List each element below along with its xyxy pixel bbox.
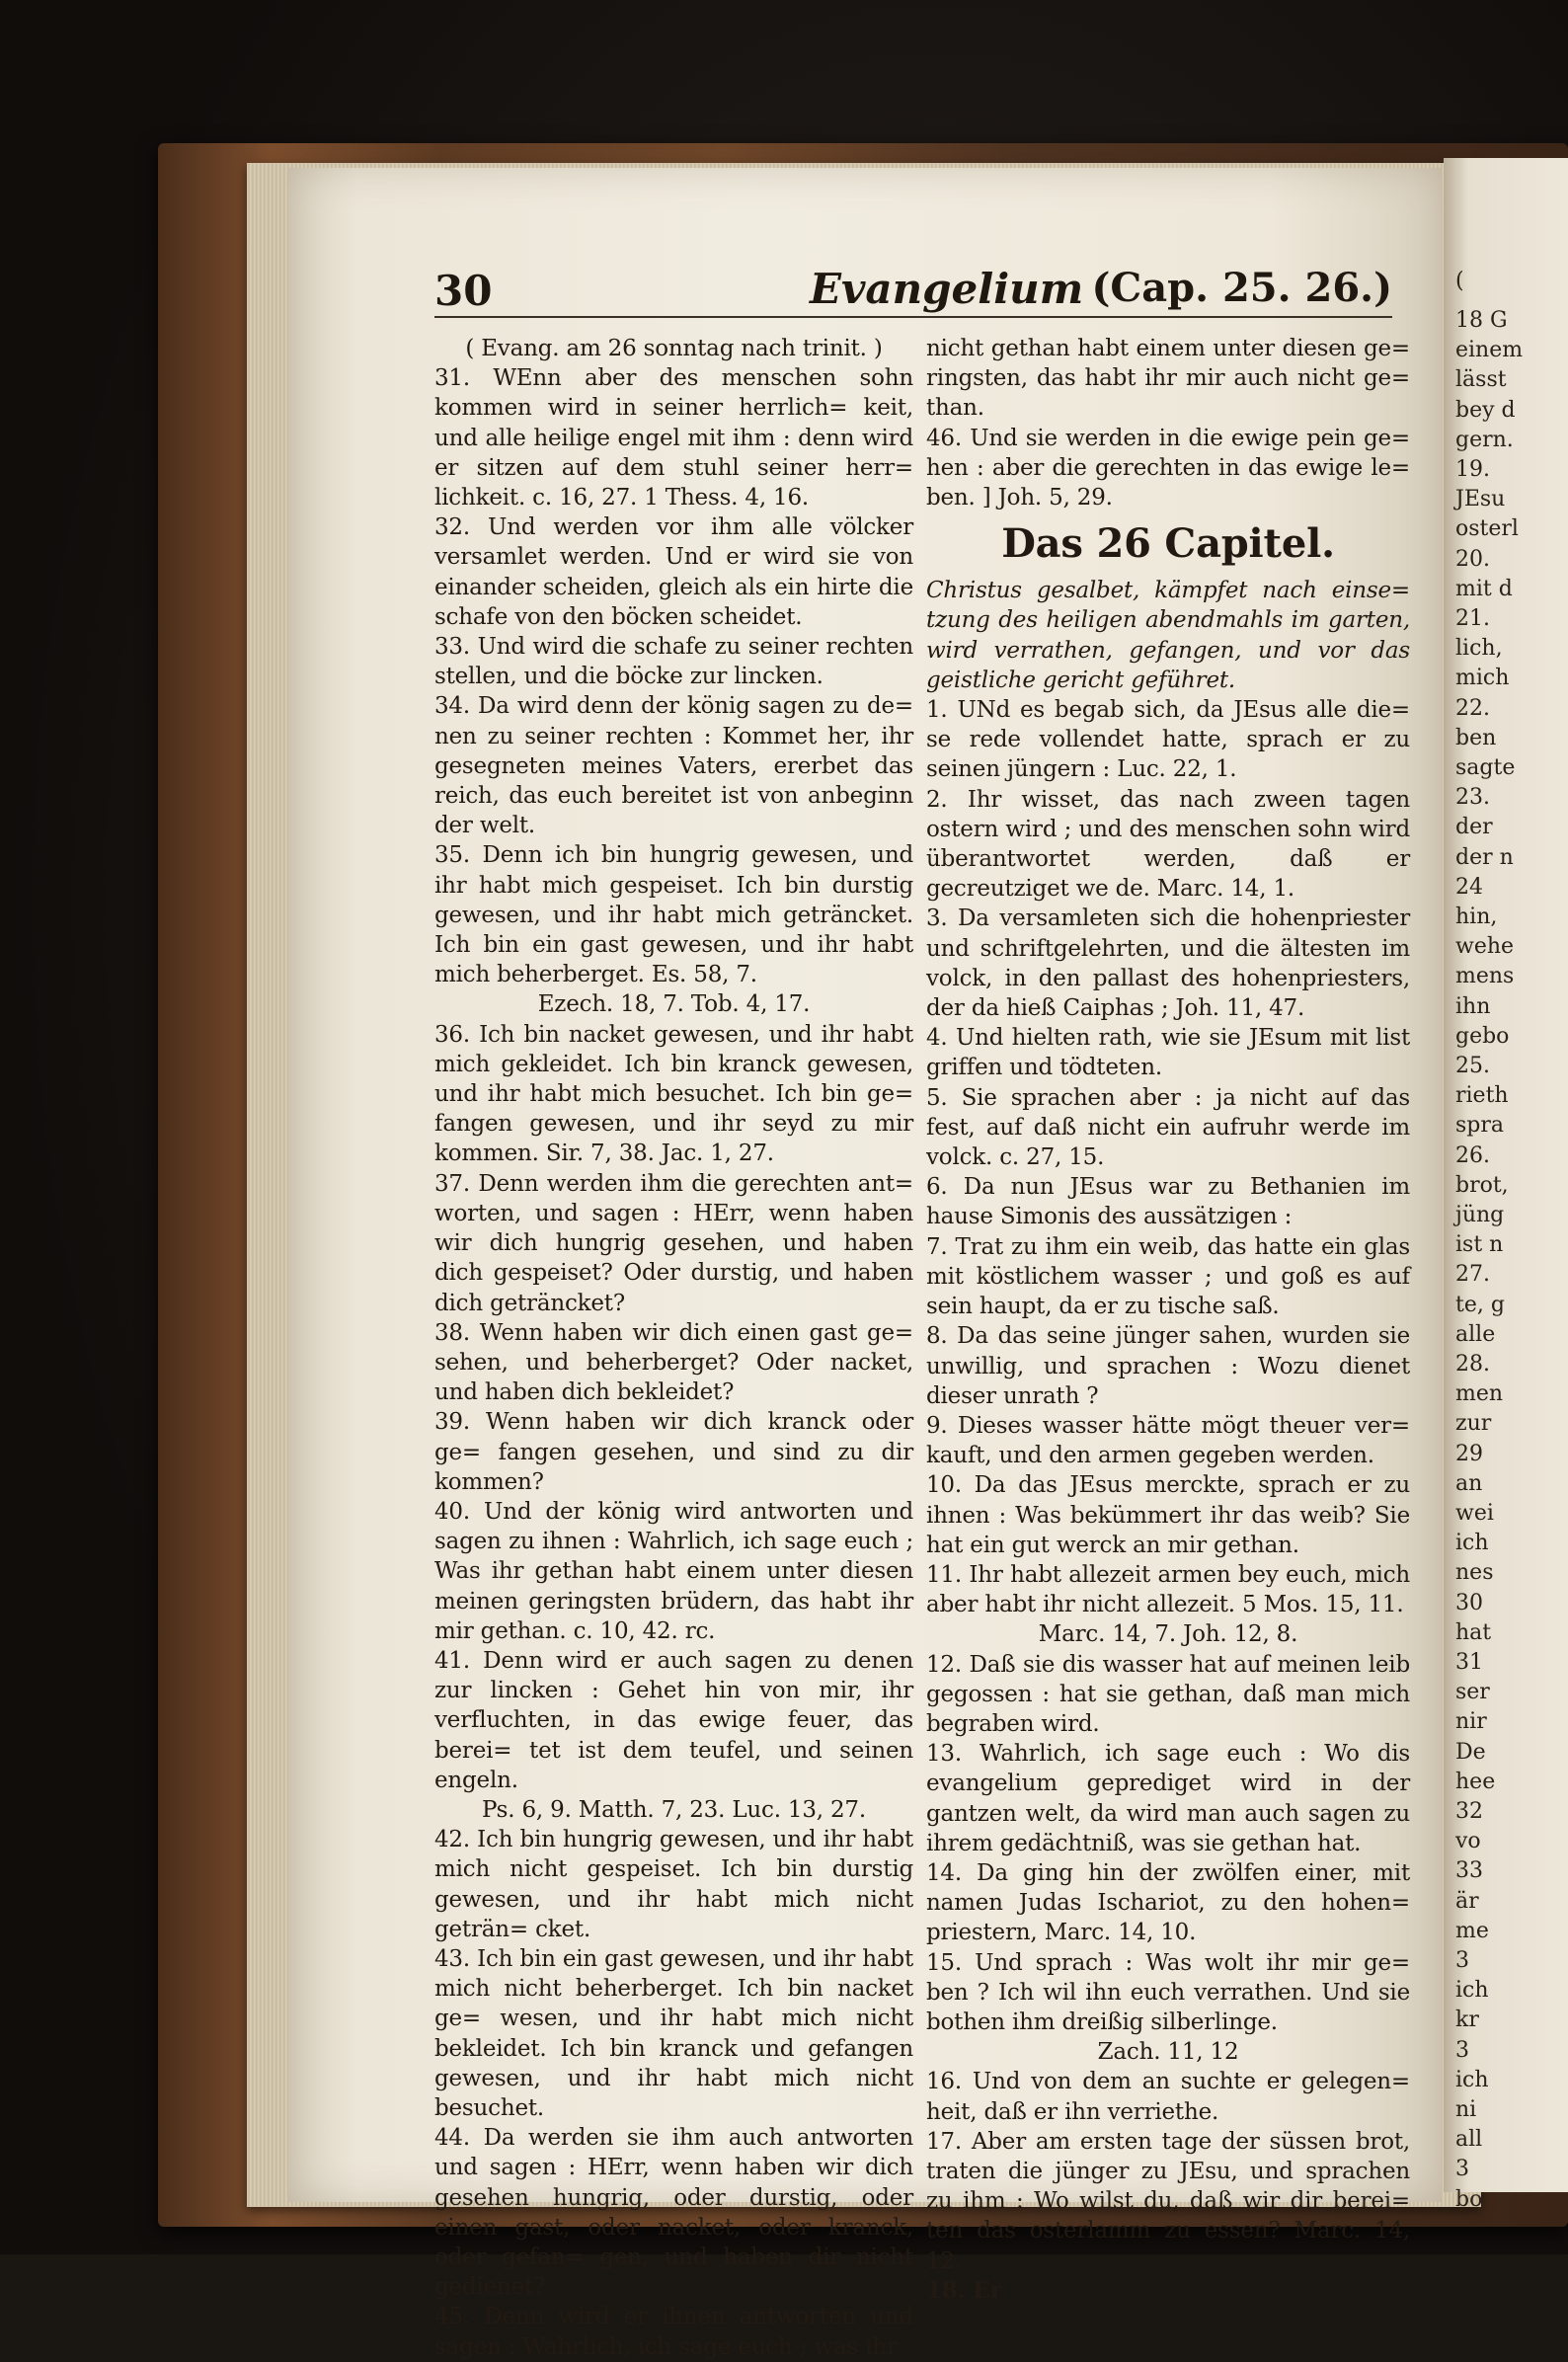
verse: 17. Aber am ersten tage der süssen brot, traten die jünger zu JEsu, und sprachen zu ihm : Wo wilst du, daß wir dir berei= ten das osterlamm zu essen? Marc. 14, 12.: [926, 2128, 1410, 2274]
facing-page-fragment: ich: [1455, 1531, 1489, 1556]
verse: nicht gethan habt einem unter diesen ge= ringsten, das habt ihr mir auch nicht ge= than.: [926, 336, 1410, 422]
verse: 3. Da versamleten sich die hohenpriester und schriftgelehrten, und die ältesten im volck, in den pallast des hohenpriesters, der da hieß Caiphas ; Joh. 11, 47.: [926, 905, 1410, 1022]
verse: 43. Ich bin ein gast gewesen, und ihr habt mich nicht beherberget. Ich bin nacket ge= wesen, und ihr habt mich nicht bekleidet. Ich bin kranck und gefangen gewesen, und ihr habt mich nicht besuchet.: [434, 1945, 913, 2121]
verse: 6. Da nun JEsus war zu Bethanien im hause Simonis des aussätzigen :: [926, 1174, 1410, 1230]
facing-page-fragment: 20.: [1455, 546, 1490, 572]
verse: 39. Wenn haben wir dich kranck oder ge= fangen gesehen, und sind zu dir kommen?: [434, 1409, 913, 1495]
facing-page-fragment: mit d: [1455, 576, 1513, 601]
facing-page-fragment: ist n: [1455, 1232, 1504, 1258]
facing-page-fragment: me: [1455, 1918, 1489, 1943]
page-header: [434, 265, 1392, 318]
facing-page-fragment: 23.: [1455, 785, 1490, 811]
chapter-heading: Das 26 Capitel.: [1001, 520, 1335, 568]
facing-page-fragment: 3: [1455, 1948, 1469, 1973]
facing-page-fragment: bey d: [1455, 397, 1516, 423]
facing-page-fragment: kr: [1455, 2008, 1479, 2033]
verse: 33. Und wird die schafe zu seiner rechten stellen, und die böcke zur lincken.: [434, 634, 913, 690]
facing-page-fragment: 22.: [1455, 695, 1490, 721]
facing-page-fragment: ihn: [1455, 993, 1491, 1019]
facing-page-fragment: 30: [1455, 1590, 1483, 1615]
facing-page-fragment: mens: [1455, 964, 1515, 989]
facing-page-fragment: lich,: [1455, 636, 1503, 662]
facing-page: [1444, 158, 1568, 2212]
facing-page-fragment: bo: [1455, 2186, 1483, 2212]
facing-page-fragment: ich: [1455, 2067, 1489, 2092]
verse: 46. Und sie werden in die ewige pein ge= hen : aber die gerechten in das ewige le= ben. ] Joh. 5, 29.: [926, 425, 1410, 512]
facing-page-fragment: 19.: [1455, 457, 1490, 482]
facing-page-fragment: 3: [1455, 2037, 1469, 2063]
facing-page-fragment: (: [1455, 269, 1464, 293]
verse: 10. Da das JEsus merckte, sprach er zu ihnen : Was bekümmert ihr das weib? Sie hat ein gut werck an mir gethan.: [926, 1472, 1410, 1558]
facing-page-fragment: är: [1455, 1888, 1479, 1914]
verse: 13. Wahrlich, ich sage euch : Wo dis evangelium geprediget wird in der gantzen welt, da wird man auch sagen zu ihrem gedächtniß, was sie gethan hat.: [926, 1741, 1410, 1856]
facing-page-fragment: der n: [1455, 844, 1514, 870]
verse: 34. Da wird denn der könig sagen zu de= nen zu seiner rechten : Kommet her, ihr gesegneten meines Vaters, ererbet das reich, das euch bereitet ist von anbeginn der welt.: [434, 693, 913, 839]
facing-page-fragment: jüng: [1455, 1203, 1505, 1227]
verse: 31. WEnn aber des menschen sohn kommen wird in seiner herrlich= keit, und alle heilige engel mit ihm : denn wird er sitzen auf dem stuhl seiner herr= lichkeit. c. 16, 27. 1 Thess. 4, 16.: [434, 365, 913, 512]
catchword: 18. Er: [926, 2276, 1002, 2304]
verse: 44. Da werden sie ihm auch antworten und sagen : HErr, wenn haben wir dich gesehen hungrig, oder durstig, oder einen gast, oder nacket, oder kranck, oder gefan= gen, und haben dir nicht gedienet?: [434, 2125, 913, 2301]
facing-page-fragment: zur: [1455, 1411, 1492, 1437]
facing-page-fragment: 18 G: [1455, 308, 1508, 333]
left-text-column: [434, 334, 913, 2362]
facing-page-fragment: brot,: [1455, 1172, 1509, 1198]
page-number: 30: [434, 267, 493, 315]
facing-page-fragment: nes: [1455, 1560, 1494, 1586]
verse: 40. Und der könig wird antworten und sagen zu ihnen : Wahrlich, ich sage euch ; Was ihr gethan habt einem unter diesen meinen geringsten brüdern, das habt ihr mir gethan. c. 10, 42. rc.: [434, 1498, 913, 1644]
verse: 2. Ihr wisset, das nach zween tagen ostern wird ; und des menschen sohn wird überantwortet werden, daß er gecreutziget we de. Marc. 14, 1.: [926, 786, 1410, 903]
facing-page-fragment: 27.: [1455, 1262, 1490, 1288]
facing-page-fragment: 3: [1455, 2157, 1469, 2182]
facing-page-fragment: hat: [1455, 1619, 1492, 1645]
verse: 7. Trat zu ihm ein weib, das hatte ein glas mit köstlichem wasser ; und goß es auf sein haupt, da er zu tische saß.: [926, 1233, 1410, 1320]
verse: 14. Da ging hin der zwölfen einer, mit namen Judas Ischariot, zu den hohen= priestern, Marc. 14, 10.: [926, 1859, 1410, 1946]
verse: 41. Denn wird er auch sagen zu denen zur lincken : Gehet hin von mir, ihr verfluchten, in das ewige feuer, das berei= tet ist dem teufel, und seinen engeln.: [434, 1647, 913, 1793]
facing-page-fragment: ben: [1455, 725, 1497, 750]
facing-page-fragment: an: [1455, 1470, 1483, 1496]
verse: 16. Und von dem an suchte er gelegen= heit, daß er ihn verriethe.: [926, 2069, 1410, 2125]
scripture-reference: Ps. 6, 9. Matth. 7, 23. Luc. 13, 27.: [482, 1796, 866, 1823]
scripture-reference: Marc. 14, 7. Joh. 12, 8.: [1038, 1621, 1298, 1648]
scripture-reference: Ezech. 18, 7. Tob. 4, 17.: [537, 991, 811, 1018]
facing-page-fragment: 32: [1455, 1799, 1483, 1824]
facing-page-fragment: men: [1455, 1381, 1504, 1407]
verse: 8. Da das seine jünger sahen, wurden sie unwillig, und sprachen : Wozu dienet dieser unrath ?: [926, 1323, 1410, 1409]
facing-page-fragment: osterl: [1455, 516, 1519, 542]
facing-page-fragment: 24: [1455, 874, 1483, 900]
facing-page-fragment: der: [1455, 815, 1493, 840]
facing-page-fragment: mich: [1455, 666, 1510, 691]
verse: 45. Denn wird er ihnen antworten und sagen : Wahrlich, ich sage euch ; was ihr: [434, 2304, 913, 2360]
scripture-reference: ( Evang. am 26 sonntag nach trinit. ): [465, 336, 883, 361]
facing-page-fragment: 25.: [1455, 1054, 1490, 1078]
verse: 9. Dieses wasser hätte mögt theuer ver= kauft, und den armen gegeben werden.: [926, 1412, 1410, 1469]
verse: 38. Wenn haben wir dich einen gast ge= sehen, und beherberget? Oder nacket, und haben dich bekleidet?: [434, 1319, 913, 1406]
verse: 36. Ich bin nacket gewesen, und ihr habt mich gekleidet. Ich bin kranck gewesen, und ihr habt mich besuchet. Ich bin ge= fangen gewesen, und ihr seyd zu mir kommen. Sir. 7, 38. Jac. 1, 27.: [434, 1021, 913, 1167]
verse: 35. Denn ich bin hungrig gewesen, und ihr habt mich gespeiset. Ich bin durstig gewesen, und ihr habt mich geträncket. Ich bin ein gast gewesen, und ihr habt mich beherberget. Es. 58, 7.: [434, 842, 913, 988]
facing-page-fragment: 33: [1455, 1858, 1483, 1884]
verse: 4. Und hielten rath, wie sie JEsum mit list griffen und tödteten.: [926, 1025, 1410, 1081]
facing-page-fragment: 28.: [1455, 1352, 1490, 1377]
facing-page-fragment: sagte: [1455, 755, 1516, 780]
facing-page-fragment: wehe: [1455, 934, 1515, 960]
facing-page-fragment: ni: [1455, 2097, 1477, 2122]
facing-page-fragment: gern.: [1455, 427, 1514, 452]
chapter-reference: (Cap. 25. 26.): [1091, 265, 1392, 311]
facing-page-fragment: ser: [1455, 1680, 1490, 1705]
facing-page-fragment: nir: [1455, 1709, 1487, 1735]
verse: 37. Denn werden ihm die gerechten ant= worten, und sagen : HErr, wenn haben wir dich hungrig gesehen, und haben dich gespeiset? Oder durstig, und haben dich geträncket?: [434, 1170, 913, 1316]
facing-page-fragment: alle: [1455, 1321, 1496, 1347]
facing-page-fragment: rieth: [1455, 1083, 1509, 1109]
facing-page-fragment: spra: [1455, 1113, 1505, 1139]
facing-page-fragment: 31: [1455, 1650, 1483, 1675]
facing-page-fragment: gebo: [1455, 1023, 1510, 1049]
facing-page-fragment: hee: [1455, 1769, 1496, 1794]
facing-page-fragment: all: [1455, 2127, 1483, 2153]
facing-page-fragment: 21.: [1455, 606, 1490, 631]
facing-page-fragment: 29: [1455, 1441, 1483, 1466]
facing-page-fragment: JEsu: [1455, 487, 1506, 512]
facing-page-fragment: wei: [1455, 1501, 1494, 1526]
verse: 12. Daß sie dis wasser hat auf meinen leib gegossen : hat sie gethan, daß man mich begraben wird.: [926, 1651, 1410, 1737]
verse: 5. Sie sprachen aber : ja nicht auf das fest, auf daß nicht ein aufruhr werde im volck. c. 27, 15.: [926, 1084, 1410, 1171]
facing-page-fragment: einem: [1455, 338, 1524, 363]
verse: 42. Ich bin hungrig gewesen, und ihr habt mich nicht gespeiset. Ich bin durstig gewesen, und ihr habt mich nicht geträn= cket.: [434, 1827, 913, 1942]
verse: 1. UNd es begab sich, da JEsus alle die= se rede vollendet hatte, sprach er zu seinen jüngern : Luc. 22, 1.: [926, 697, 1410, 783]
running-title: Evangelium: [810, 265, 1084, 313]
verse: 11. Ihr habt allezeit armen bey euch, mich aber habt ihr nicht allezeit. 5 Mos. 15, 11.: [926, 1561, 1410, 1618]
facing-page-fragment: lässt: [1455, 367, 1507, 393]
verse: 32. Und werden vor ihm alle völcker versamlet werden. Und er wird sie von einander scheiden, gleich als ein hirte die schafe von den böcken scheidet.: [434, 514, 913, 630]
facing-page-fragment: vo: [1455, 1829, 1481, 1854]
facing-page-fragment: ich: [1455, 1978, 1489, 2004]
verse: 15. Und sprach : Was wolt ihr mir ge= ben ? Ich wil ihn euch verrathen. Und sie bothen ihm dreißig silberlinge.: [926, 1949, 1410, 2035]
chapter-summary: Christus gesalbet, kämpfet nach einse= tzung des heiligen abendmahls im garten, wird verrathen, gefangen, und vor das geistliche gericht geführet.: [926, 578, 1410, 693]
facing-page-fragment: hin,: [1455, 905, 1498, 929]
facing-page-fragment: te, g: [1455, 1292, 1505, 1317]
scripture-reference: Zach. 11, 12: [1097, 2039, 1239, 2066]
facing-page-fragment: 26.: [1455, 1142, 1490, 1168]
facing-page-fragment: De: [1455, 1739, 1486, 1765]
right-text-column: [926, 334, 1410, 2306]
